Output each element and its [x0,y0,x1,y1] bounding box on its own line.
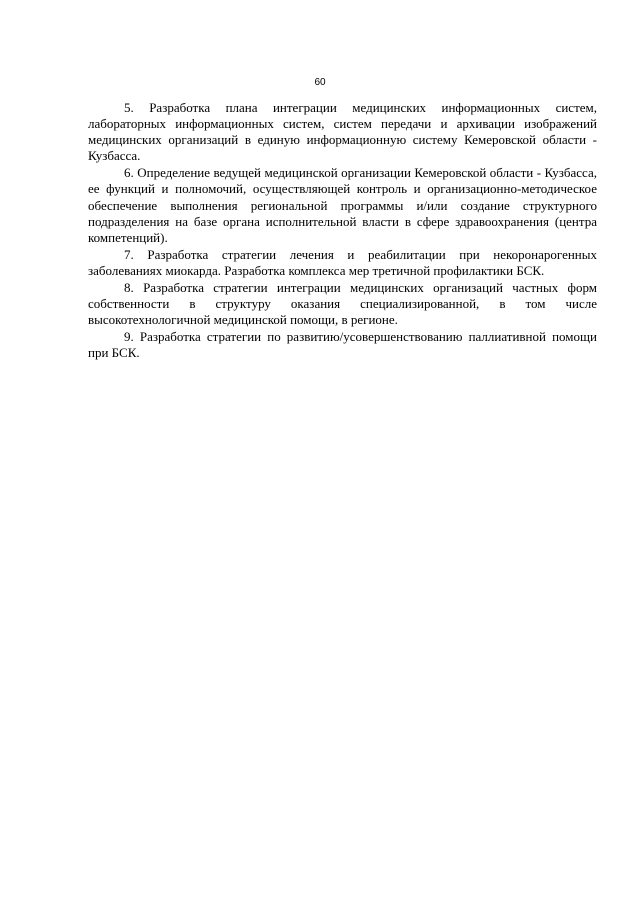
paragraph-item-7: 7. Разработка стратегии лечения и реабилитации при некоронарогенных заболеваниях миокарда. Разработка комплекса мер третичной профилактики БСК. [88,246,597,278]
paragraph-item-5: 5. Разработка плана интеграции медицинских информационных систем, лабораторных информационных систем, систем передачи и архивации изображений медицинских организаций в единую информационную систему Кемеровской области - Кузбасса. [88,100,597,164]
page-number: 60 [314,77,326,88]
paragraph-item-6: 6. Определение ведущей медицинской организации Кемеровской области - Кузбасса, ее функций и полномочий, осуществляющей контроль и организационно-методическое обеспечение выполнения региональной программы и/или создание структурного подразделения на базе органа исполнительной власти в сфере здравоохранения (центра компетенций). [88,165,597,245]
paragraph-item-9: 9. Разработка стратегии по развитию/усовершенствованию паллиативной помощи при БСК. [88,329,597,361]
paragraph-item-8: 8. Разработка стратегии интеграции медицинских организаций частных форм собственности в структуру оказания специализированной, в том числе высокотехнологичной медицинской помощи, в регионе. [88,280,597,328]
document-body [88,100,597,363]
